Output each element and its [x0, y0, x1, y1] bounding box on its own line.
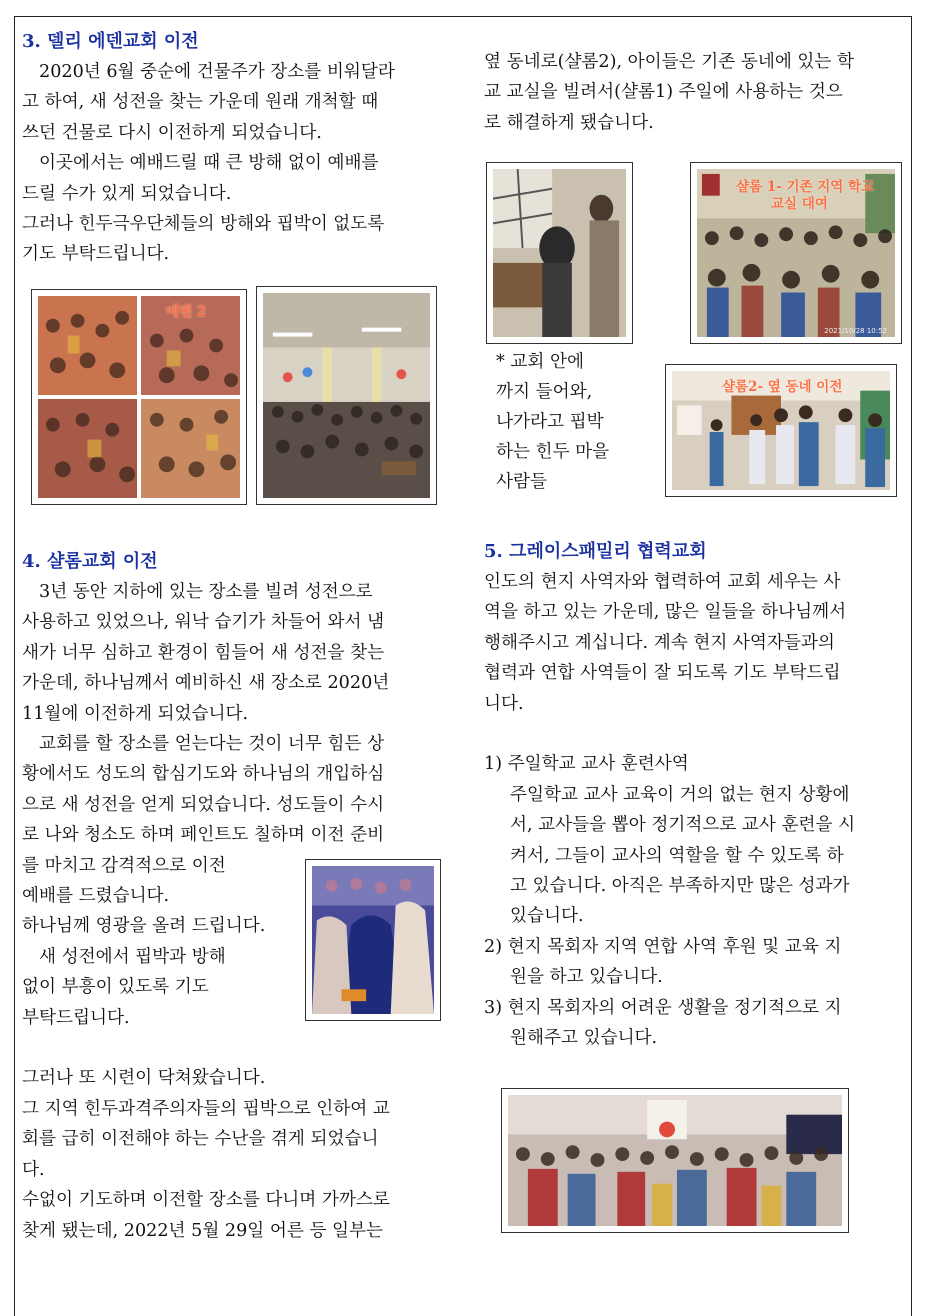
section-4-heading: 4. 샬롬교회 이전	[22, 551, 158, 572]
section-4-line: 새 성전에서 핍박과 방해	[39, 946, 226, 967]
shalom-1-label-sub: 교실 대여	[771, 196, 828, 212]
intrusion-caption	[496, 347, 609, 497]
section-4-line: 예배를 드렸습니다.	[22, 886, 170, 907]
section-4-line: 없이 부흥이 있도록 기도	[22, 977, 209, 998]
section-4-line: 새가 너무 심하고 환경이 힘들어 새 성전을 찾는	[22, 642, 385, 663]
eden-photo-label: 에덴 2	[166, 304, 207, 320]
section-4-line: 황에서도 성도의 합심기도와 하나님의 개입하심	[22, 764, 385, 785]
section-5-line: 협력과 연합 사역들이 잘 되도록 기도 부탁드립	[484, 663, 841, 684]
item-3-line: 3) 현지 목회자의 어려운 생활을 정기적으로 지	[484, 997, 842, 1018]
grace-family-photo	[501, 1088, 849, 1233]
item-2-line: 2) 현지 목회자 지역 연합 사역 후원 및 교육 지	[484, 936, 842, 957]
section-4-line: 를 마치고 감격적으로 이전	[22, 855, 226, 876]
caption-line: 까지 들어와,	[496, 382, 593, 402]
intrusion-image	[493, 169, 626, 337]
photo-timestamp: 2021/10/28 10:52	[824, 327, 887, 335]
shalom-1-photo	[690, 162, 902, 344]
intrusion-photo	[486, 162, 633, 344]
section-4-line: 교회를 할 장소를 얻는다는 것이 너무 힘든 상	[39, 734, 385, 755]
spacer	[484, 719, 908, 749]
eden-collage-photo	[31, 289, 247, 505]
section-4-line: 하나님께 영광을 올려 드립니다.	[22, 916, 266, 937]
section-3-cont-line: 교 교실을 빌려서(샬롬1) 주일에 사용하는 것으	[484, 82, 843, 103]
section-4-line: 로 나와 청소도 하며 페인트도 칠하며 이전 준비	[22, 825, 385, 846]
section-4-line: 그러나 또 시련이 닥쳐왔습니다.	[22, 1068, 266, 1089]
section-3-cont-line: 로 해결하게 됐습니다.	[484, 112, 654, 133]
caption-line: 하는 힌두 마을	[496, 442, 610, 462]
caption-line: * 교회 안에	[496, 352, 584, 372]
section-5-line: 행해주시고 계십니다. 계속 현지 사역자들과의	[484, 632, 835, 653]
section-4-line: 11월에 이전하게 되었습니다.	[22, 703, 249, 724]
item-1-line: 주일학교 교사 교육이 거의 없는 현지 상황에	[510, 784, 850, 805]
section-4-line: 사용하고 있었으나, 워낙 습기가 차들어 와서 냄	[22, 612, 385, 633]
section-4-line: 3년 동안 지하에 있는 장소를 빌려 성전으로	[39, 582, 373, 602]
eden-hall-image	[263, 293, 430, 498]
section-5-line: 니다.	[484, 693, 524, 714]
shalom-2-label: 샬롬2- 옆 동네 이전	[722, 379, 843, 395]
grace-family-image	[508, 1095, 842, 1226]
shalom-2-photo	[665, 364, 897, 497]
section-5	[484, 537, 908, 1053]
section-4-line: 수없이 기도하며 이전할 장소를 다니며 가까스로	[22, 1190, 390, 1211]
section-5-line: 역을 하고 있는 가운데, 많은 일들을 하나님께서	[484, 602, 847, 623]
section-3-line: 그러나 힌두극우단체들의 방해와 핍박이 없도록	[22, 214, 385, 235]
shalom-worship-photo	[305, 859, 441, 1021]
section-3-cont-line: 옆 동네로(샬롬2), 아이들은 기존 동네에 있는 학	[484, 52, 854, 72]
item-1-line: 있습니다.	[510, 906, 584, 927]
section-4-line: 찾게 됐는데, 2022년 5월 29일 어른 등 일부는	[22, 1220, 384, 1241]
item-1-line: 서, 교사들을 뽑아 정기적으로 교사 훈련을 시	[510, 815, 856, 836]
item-1-title: 1) 주일학교 교사 훈련사역	[484, 754, 689, 775]
item-2-line: 원을 하고 있습니다.	[510, 967, 663, 988]
section-5-line: 인도의 현지 사역자와 협력하여 교회 세우는 사	[484, 572, 841, 592]
spacer	[22, 1033, 446, 1063]
section-3-line: 고 하여, 새 성전을 찾는 가운데 원래 개척할 때	[22, 92, 379, 113]
shalom-worship-image	[312, 866, 434, 1014]
section-3-line: 쓰던 건물로 다시 이전하게 되었습니다.	[22, 122, 322, 143]
section-4-line: 다.	[22, 1159, 45, 1180]
section-3-heading: 3. 델리 에덴교회 이전	[22, 31, 199, 52]
eden-collage-image	[38, 296, 240, 498]
section-3	[22, 27, 446, 270]
section-5-heading: 5. 그레이스패밀리 협력교회	[484, 541, 707, 562]
section-3-line: 기도 부탁드립니다.	[22, 244, 170, 265]
section-4-line: 부탁드립니다.	[22, 1007, 130, 1028]
eden-hall-photo	[256, 286, 437, 505]
caption-line: 나가라고 핍박	[496, 412, 604, 432]
section-4-line: 그 지역 힌두과격주의자들의 핍박으로 인하여 교	[22, 1098, 390, 1119]
section-4-line: 으로 새 성전을 얻게 되었습니다. 성도들이 수시	[22, 794, 385, 815]
section-4-line: 가운데, 하나님께서 예비하신 새 장소로 2020년	[22, 673, 390, 694]
section-3-line: 드릴 수가 있게 되었습니다.	[22, 183, 232, 204]
item-1-line: 켜서, 그들이 교사의 역할을 할 수 있도록 하	[510, 845, 844, 866]
shalom-1-label: 샬롬 1- 기존 지역 학교	[736, 179, 875, 195]
section-4-line: 회를 급히 이전해야 하는 수난을 겪게 되었습니	[22, 1129, 379, 1150]
item-1-line: 고 있습니다. 아직은 부족하지만 많은 성과가	[510, 876, 850, 897]
section-3-continued	[484, 47, 908, 138]
section-3-line: 이곳에서는 예배드릴 때 큰 방해 없이 예배를	[39, 153, 379, 174]
caption-line: 사람들	[496, 472, 547, 492]
section-3-line: 2020년 6월 중순에 건물주가 장소를 비워달라	[39, 62, 395, 82]
item-3-line: 원해주고 있습니다.	[510, 1028, 658, 1049]
